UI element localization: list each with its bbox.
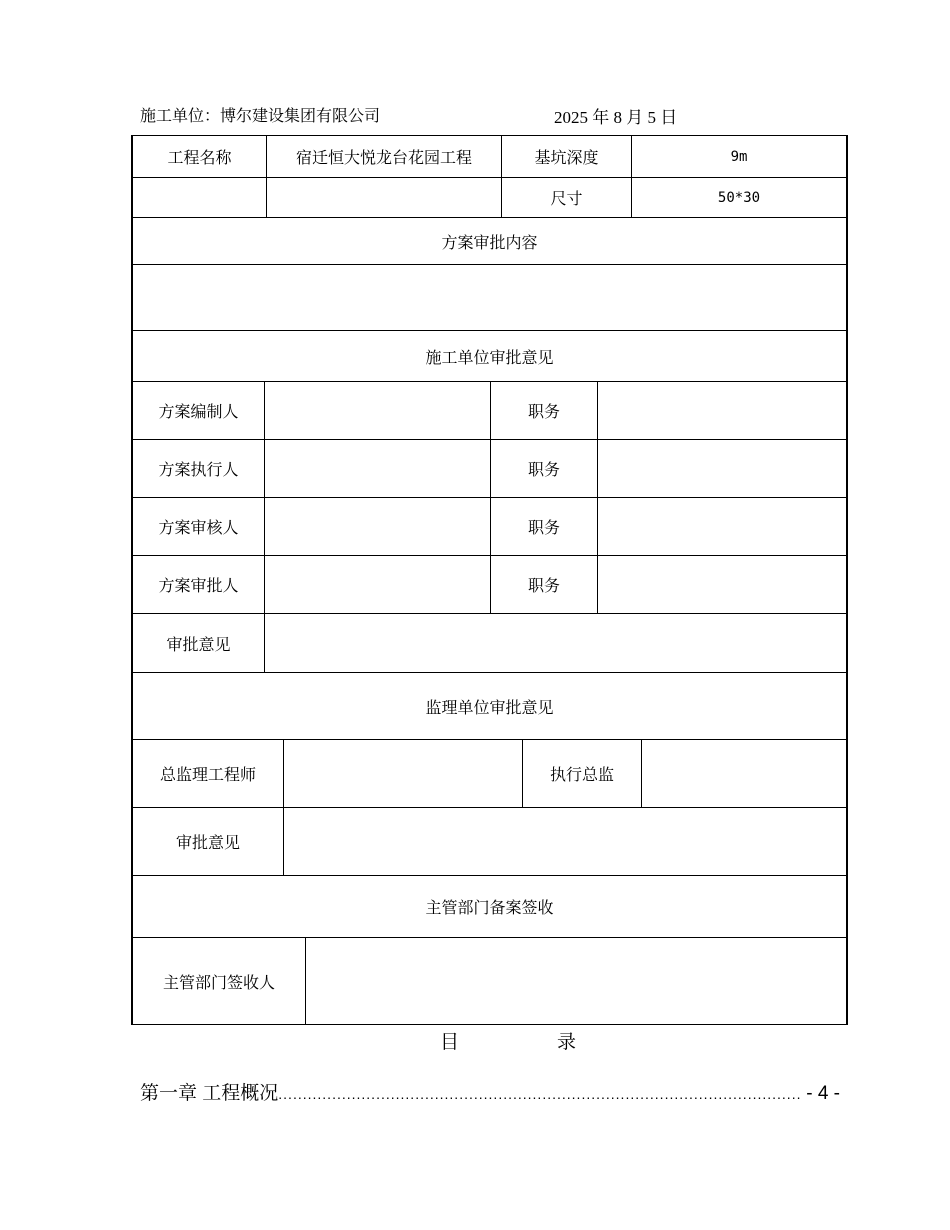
document-date: 2025 年 8 月 5 日 [554, 108, 678, 127]
authority-block [131, 937, 848, 1025]
toc-entry[interactable] [140, 1078, 840, 1105]
contractor-personnel-block [131, 381, 848, 614]
position-value [598, 556, 847, 614]
plan-author-label: 方案编制人 [133, 382, 265, 440]
position-label: 职务 [491, 382, 598, 440]
position-label: 职务 [491, 556, 598, 614]
position-value [598, 440, 847, 498]
chief-engineer-value [284, 740, 523, 808]
authority-receiver-value [306, 938, 847, 1025]
authority-receiver-label: 主管部门签收人 [133, 938, 306, 1025]
project-info-block [131, 135, 848, 382]
executive-director-label: 执行总监 [523, 740, 642, 808]
supervision-opinion-title: 监理单位审批意见 [133, 673, 847, 740]
toc-entry-page: - 4 - [806, 1083, 840, 1104]
contractor-opinion-value [265, 614, 847, 673]
document-header [140, 100, 840, 128]
project-name-value: 宿迁恒大悦龙台花园工程 [267, 136, 502, 178]
plan-reviewer-value [265, 498, 491, 556]
position-value [598, 382, 847, 440]
pit-depth-label: 基坑深度 [502, 136, 632, 178]
construction-unit: 施工单位：博尔建设集团有限公司 [140, 106, 381, 125]
plan-reviewer-label: 方案审核人 [133, 498, 265, 556]
project-name-label: 工程名称 [133, 136, 267, 178]
plan-content-title: 方案审批内容 [133, 218, 847, 265]
supervision-opinion-label: 审批意见 [133, 808, 284, 876]
supervision-block [131, 739, 848, 938]
supervision-opinion-value [284, 808, 847, 876]
size-label: 尺寸 [502, 178, 632, 218]
contractor-opinion-title: 施工单位审批意见 [133, 331, 847, 382]
toc-title [440, 1027, 576, 1054]
executive-director-value [642, 740, 847, 808]
plan-author-value [265, 382, 491, 440]
chief-engineer-label: 总监理工程师 [133, 740, 284, 808]
plan-executor-value [265, 440, 491, 498]
contractor-opinion-block [131, 613, 848, 740]
pit-depth-value: 9m [632, 136, 847, 178]
toc-entry-title: 第一章 工程概况 [140, 1083, 279, 1104]
size-value: 50*30 [632, 178, 847, 218]
plan-executor-label: 方案执行人 [133, 440, 265, 498]
toc-entry-leader: ........................................................................................................... [278, 1086, 802, 1102]
authority-filing-title: 主管部门备案签收 [133, 876, 847, 938]
empty-cell [133, 178, 267, 218]
contractor-opinion-label: 审批意见 [133, 614, 265, 673]
toc-title-right: 录 [557, 1031, 577, 1053]
position-label: 职务 [491, 498, 598, 556]
position-label: 职务 [491, 440, 598, 498]
toc-title-left: 目 [440, 1031, 460, 1053]
plan-approver-value [265, 556, 491, 614]
plan-content-area [133, 265, 847, 331]
empty-cell [267, 178, 502, 218]
plan-approver-label: 方案审批人 [133, 556, 265, 614]
position-value [598, 498, 847, 556]
